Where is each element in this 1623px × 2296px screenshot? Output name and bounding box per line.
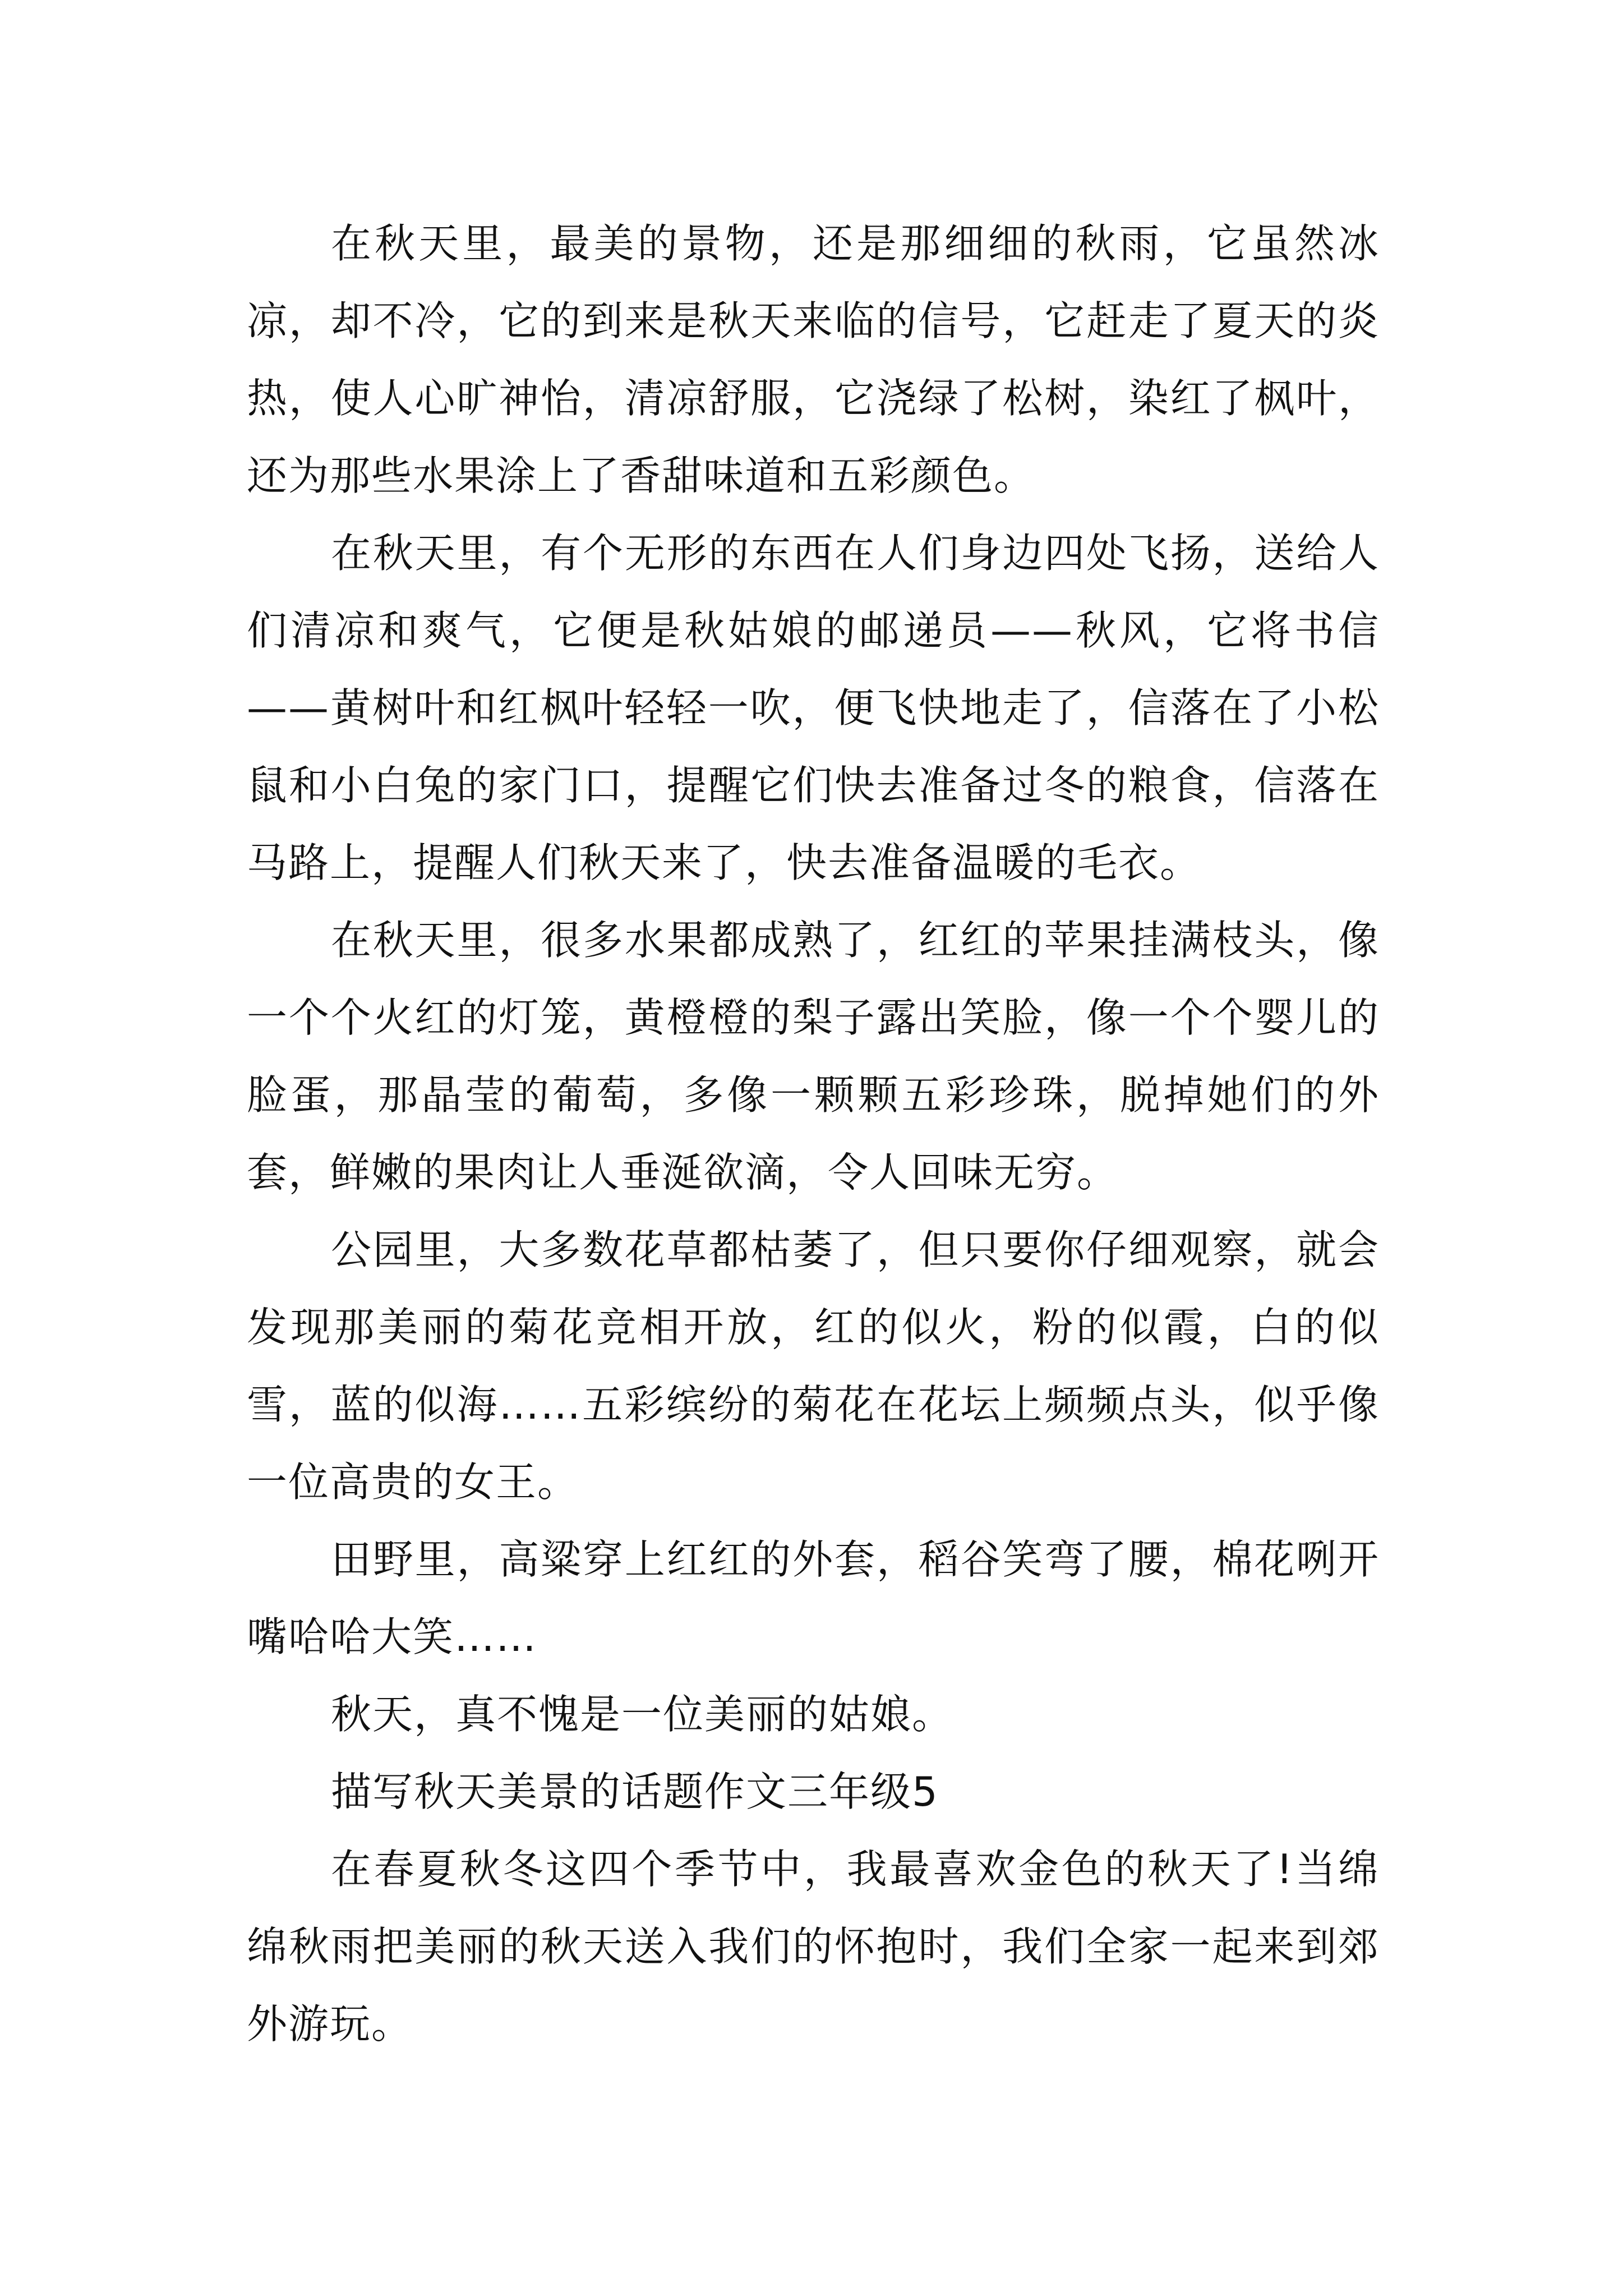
paragraph-4: 公园里，大多数花草都枯萎了，但只要你仔细观察，就会发现那美丽的菊花竞相开放，红的似火，粉的似霞，白的似雪，蓝的似海……五彩缤纷的菊花在花坛上频频点头，似乎像一位高贵的女王。 [247, 1226, 1380, 1506]
paragraph-3: 在秋天里，很多水果都成熟了，红红的苹果挂满枝头，像一个个火红的灯笼，黄橙橙的梨子露出笑脸，像一个个婴儿的脸蛋，那晶莹的葡萄，多像一颗颗五彩珍珠，脱掉她们的外套，鲜嫩的果肉让人垂涎欲滴，令人回味无穷。 [247, 917, 1380, 1196]
paragraph-7: 在春夏秋冬这四个季节中，我最喜欢金色的秋天了!当绵绵秋雨把美丽的秋天送入我们的怀抱时，我们全家一起来到郊外游玩。 [247, 1846, 1380, 2047]
paragraph-6: 秋天，真不愧是一位美丽的姑娘。 [331, 1691, 954, 1738]
document-page [247, 205, 1380, 2063]
section-heading: 描写秋天美景的话题作文三年级5 [331, 1768, 939, 1815]
paragraph-2: 在秋天里，有个无形的东西在人们身边四处飞扬，送给人们清凉和爽气，它便是秋姑娘的邮递员——秋风，它将书信——黄树叶和红枫叶轻轻一吹，便飞快地走了，信落在了小松鼠和小白兔的家门口，提醒它们快去准备过冬的粮食，信落在马路上，提醒人们秋天来了，快去准备温暖的毛衣。 [247, 530, 1380, 886]
paragraph-5: 田野里，高粱穿上红红的外套，稻谷笑弯了腰，棉花咧开嘴哈哈大笑…… [247, 1536, 1380, 1660]
paragraph-1: 在秋天里，最美的景物，还是那细细的秋雨，它虽然冰凉，却不冷，它的到来是秋天来临的信号，它赶走了夏天的炎热，使人心旷神怡，清凉舒服，它浇绿了松树，染红了枫叶，还为那些水果涂上了香甜味道和五彩颜色。 [247, 220, 1380, 499]
